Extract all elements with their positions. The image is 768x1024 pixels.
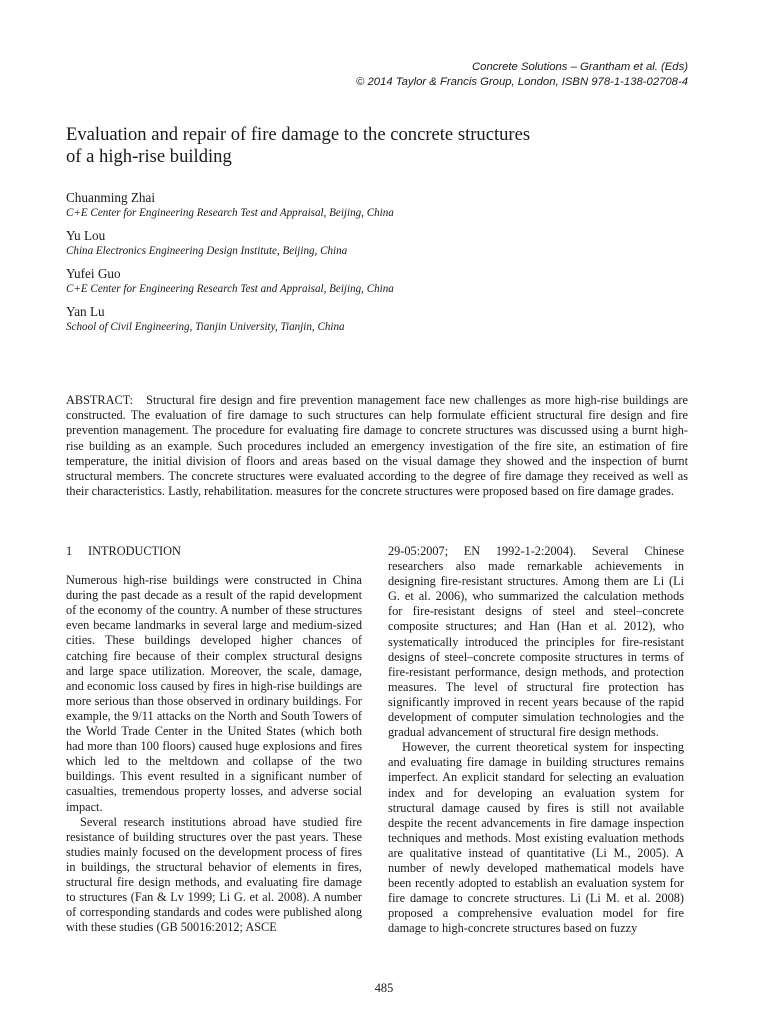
paragraph: 29-05:2007; EN 1992-1-2:2004). Several Chinese researchers also made remarkable achievements in designing fire-resistant structures. Among them are Li (Li G. et al. 2006), who summarized the calculation methods for fire-resistant designs of steel and steel–concrete composite structures; and Han (Han et al. 2012), who systematically introduced the principles for fire-resistant designs of steel–concrete composite structures in terms of fire-resistant performance, design methods, and protection measures. The level of structural fire protection has significantly improved in recent years because of the rapid development of computer simulation technologies and the gradual advancement of structural fire design methods. bbox=[388, 544, 684, 740]
author-block bbox=[66, 228, 706, 259]
author-name: Chuanming Zhai bbox=[66, 190, 156, 205]
author-list bbox=[66, 190, 706, 342]
running-header bbox=[356, 60, 688, 89]
author-name: Yu Lou bbox=[66, 228, 106, 243]
paragraph: Numerous high-rise buildings were constructed in China during the past decade as a result of the rapid development of the economy of the country. A number of these structures even became landmarks in several large and medium-sized cities. These buildings developed higher chances of catching fire because of their complex structural designs and large space utilization. Moreover, the scale, damage, and economic loss caused by fires in high-rise buildings are more serious than those observed in ordinary buildings. For example, the 9/11 attacks on the North and South Towers of the World Trade Center in the United States (which both had more than 100 floors) caused huge explosions and fires which led to the meltdown and collapse of the two buildings. This event resulted in a significant number of casualties, tremendous property losses, and adverse social impact. bbox=[66, 573, 362, 814]
author-affiliation: C+E Center for Engineering Research Test and Appraisal, Beijing, China bbox=[66, 207, 394, 219]
author-block bbox=[66, 190, 706, 221]
section-heading bbox=[66, 544, 362, 559]
header-copyright: © 2014 Taylor & Francis Group, London, ISBN 978-1-138-02708-4 bbox=[356, 75, 688, 88]
author-name: Yufei Guo bbox=[66, 266, 121, 281]
paper-title bbox=[66, 124, 626, 168]
author-affiliation: School of Civil Engineering, Tianjin University, Tianjin, China bbox=[66, 321, 345, 333]
author-affiliation: China Electronics Engineering Design Institute, Beijing, China bbox=[66, 245, 348, 257]
right-column bbox=[388, 544, 684, 936]
left-column bbox=[66, 544, 362, 935]
author-block bbox=[66, 266, 706, 297]
abstract-label: ABSTRACT: bbox=[66, 393, 134, 407]
paragraph: However, the current theoretical system for inspecting and evaluating fire damage in building structures remains imperfect. An explicit standard for selecting an evaluation index and for developing an evaluation system for structural damage caused by fires is still not available despite the recent advancements in fire damage inspection techniques and methods. Most existing evaluation methods are qualitative instead of quantitative (Li M., 2005). A number of newly developed mathematical models have been recently adopted to establish an evaluation system for fire damage to concrete structures. Li (Li M. et al. 2008) proposed a comprehensive evaluation model for fire damage to high-concrete structures based on fuzzy bbox=[388, 740, 684, 936]
page-number: 485 bbox=[374, 981, 394, 995]
author-affiliation: C+E Center for Engineering Research Test and Appraisal, Beijing, China bbox=[66, 283, 394, 295]
abstract-text: Structural fire design and fire prevention management face new challenges as more high-rise buildings are constructed. The evaluation of fire damage to such structures can help formulate efficient structural fire design and fire prevention management. The procedure for evaluating fire damage to concrete structures was discussed using a burnt high-rise building as an example. Such procedures included an emergency investigation of the fire site, an estimation of fire temperature, the initial division of floors and areas based on the visual damage they showed and the inspection of burnt structural members. The concrete structures were evaluated according to the degree of fire damage they received as well as their characteristics. Lastly, rehabilitation. measures for the concrete structures were proposed based on fire damage grades. bbox=[66, 393, 688, 499]
title-line-1: Evaluation and repair of fire damage to the concrete structures bbox=[66, 124, 531, 145]
section-title: INTRODUCTION bbox=[88, 544, 181, 558]
abstract bbox=[66, 393, 688, 499]
header-editors: Concrete Solutions – Grantham et al. (Eds) bbox=[472, 61, 688, 73]
title-line-2: of a high-rise building bbox=[66, 146, 232, 167]
paragraph: Several research institutions abroad have studied fire resistance of building structures over the past years. These studies mainly focused on the development process of fires in buildings, the structural behavior of elements in fires, structural fire design methods, and evaluating fire damage to structures (Fan & Lv 1999; Li G. et al. 2008). A number of corresponding standards and codes were published along with these studies (GB 50016:2012; ASCE bbox=[66, 814, 362, 935]
author-block bbox=[66, 304, 706, 335]
author-name: Yan Lu bbox=[66, 304, 105, 319]
section-number: 1 bbox=[66, 544, 73, 558]
